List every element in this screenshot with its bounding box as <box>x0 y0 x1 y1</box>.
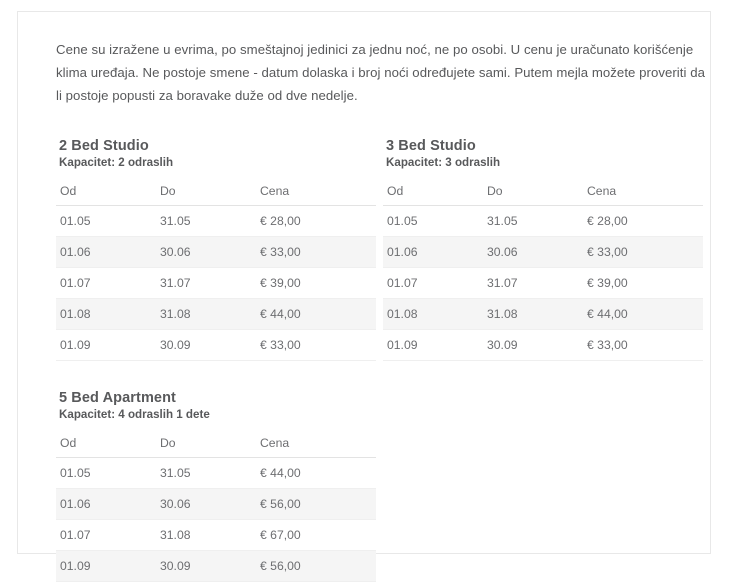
table-row <box>383 299 703 330</box>
cell-cena: € 33,00 <box>256 237 376 268</box>
cell-do: 31.07 <box>483 268 583 299</box>
table-row <box>56 299 376 330</box>
price-block-3-bed-studio <box>383 138 703 361</box>
column-header-cena: Cena <box>256 430 376 458</box>
cell-cena: € 56,00 <box>256 551 376 582</box>
cell-cena: € 44,00 <box>256 299 376 330</box>
cell-od: 01.07 <box>56 520 156 551</box>
cell-od: 01.09 <box>56 551 156 582</box>
price-block-5-bed-apartment <box>56 390 381 582</box>
cell-do: 30.09 <box>156 551 256 582</box>
block-subtitle: Kapacitet: 2 odraslih <box>59 156 174 169</box>
intro-paragraph: Cene su izražene u evrima, po smeštajnoj jedinici za jednu noć, ne po osobi. U cenu je uračunato korišćenje klima uređaja. Ne postoje smene - datum dolaska i broj noći određujete sami. Putem mejla možete proveriti da li postoje popusti za boravake duže od dve nedelje. <box>56 42 705 103</box>
column-header-od: Od <box>56 430 156 458</box>
column-header-do: Do <box>156 430 256 458</box>
cell-od: 01.05 <box>56 206 156 237</box>
cell-od: 01.09 <box>56 330 156 361</box>
table-row <box>56 520 376 551</box>
price-table <box>56 430 376 582</box>
column-header-do: Do <box>156 178 256 206</box>
cell-do: 31.08 <box>483 299 583 330</box>
cell-cena: € 33,00 <box>256 330 376 361</box>
table-row <box>56 489 376 520</box>
cell-od: 01.06 <box>56 237 156 268</box>
cell-cena: € 44,00 <box>583 299 703 330</box>
cell-do: 31.05 <box>156 458 256 489</box>
cell-od: 01.08 <box>56 299 156 330</box>
cell-cena: € 28,00 <box>583 206 703 237</box>
block-title: 3 Bed Studio <box>386 138 476 154</box>
table-row <box>56 330 376 361</box>
column-header-od: Od <box>56 178 156 206</box>
cell-od: 01.09 <box>383 330 483 361</box>
cell-do: 31.07 <box>156 268 256 299</box>
cell-cena: € 33,00 <box>583 237 703 268</box>
cell-od: 01.05 <box>56 458 156 489</box>
cell-cena: € 33,00 <box>583 330 703 361</box>
table-header-row <box>56 430 376 458</box>
cell-od: 01.06 <box>56 489 156 520</box>
cell-do: 30.09 <box>483 330 583 361</box>
cell-do: 31.08 <box>156 299 256 330</box>
cell-do: 30.09 <box>156 330 256 361</box>
table-row <box>383 330 703 361</box>
table-row <box>56 237 376 268</box>
price-table <box>383 178 703 361</box>
cell-cena: € 44,00 <box>256 458 376 489</box>
cell-do: 30.06 <box>156 489 256 520</box>
column-header-cena: Cena <box>583 178 703 206</box>
cell-cena: € 39,00 <box>256 268 376 299</box>
cell-od: 01.06 <box>383 237 483 268</box>
table-row <box>383 206 703 237</box>
cell-od: 01.07 <box>56 268 156 299</box>
table-row <box>56 551 376 582</box>
cell-cena: € 39,00 <box>583 268 703 299</box>
block-title: 5 Bed Apartment <box>59 390 176 406</box>
table-row <box>383 268 703 299</box>
price-table <box>56 178 376 361</box>
price-block-2-bed-studio <box>56 138 376 361</box>
cell-do: 31.05 <box>483 206 583 237</box>
cell-od: 01.07 <box>383 268 483 299</box>
cell-od: 01.08 <box>383 299 483 330</box>
page-container <box>17 11 711 573</box>
column-header-do: Do <box>483 178 583 206</box>
table-row <box>56 206 376 237</box>
block-title: 2 Bed Studio <box>59 138 149 154</box>
cell-cena: € 28,00 <box>256 206 376 237</box>
block-subtitle: Kapacitet: 3 odraslih <box>386 156 501 169</box>
table-row <box>56 268 376 299</box>
column-header-cena: Cena <box>256 178 376 206</box>
table-header-row <box>56 178 376 206</box>
column-header-od: Od <box>383 178 483 206</box>
cell-cena: € 67,00 <box>256 520 376 551</box>
table-row <box>56 458 376 489</box>
cell-do: 31.05 <box>156 206 256 237</box>
cell-do: 31.08 <box>156 520 256 551</box>
block-subtitle: Kapacitet: 4 odraslih 1 dete <box>59 408 210 421</box>
cell-cena: € 56,00 <box>256 489 376 520</box>
cell-do: 30.06 <box>483 237 583 268</box>
cell-od: 01.05 <box>383 206 483 237</box>
table-header-row <box>383 178 703 206</box>
table-row <box>383 237 703 268</box>
cell-do: 30.06 <box>156 237 256 268</box>
price-tables-row <box>56 138 676 361</box>
page-content <box>18 12 710 582</box>
